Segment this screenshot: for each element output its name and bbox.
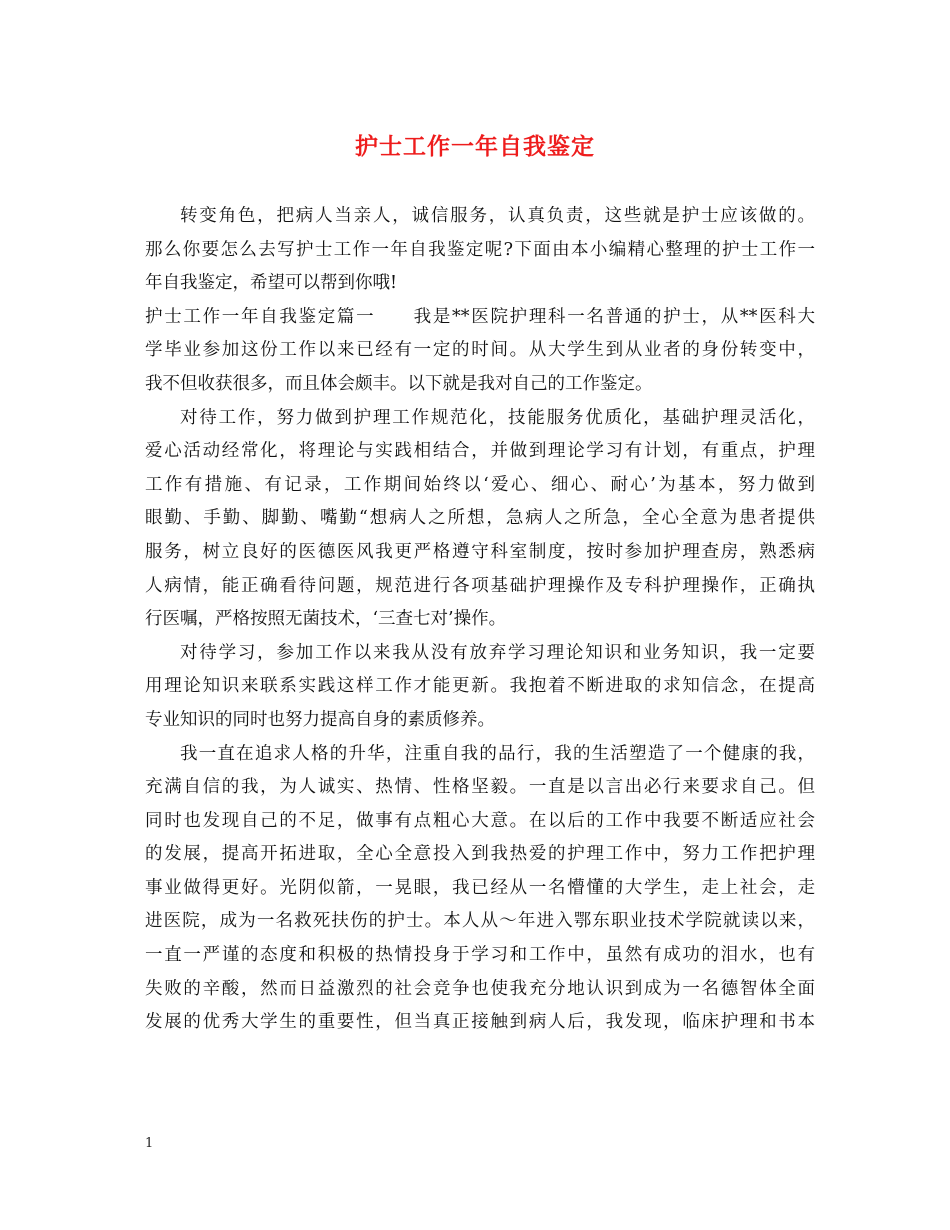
- body-line: 用理论知识来联系实践这样工作才能更新。我抱着不断进取的求知信念，在提高: [145, 676, 815, 697]
- body-line: 对待学习，参加工作以来我从没有放弃学习理论知识和业务知识，我一定要: [180, 642, 815, 663]
- body-line: 护士工作一年自我鉴定篇一 我是**医院护理科一名普通的护士，从**医科大: [145, 306, 815, 327]
- body-line: 一直一严谨的态度和积极的热情投身于学习和工作中，虽然有成功的泪水，也有: [145, 945, 815, 966]
- body-line: 失败的辛酸，然而日益激烈的社会竞争也使我充分地认识到成为一名德智体全面: [145, 978, 815, 999]
- body-line: 我不但收获很多，而且体会颇丰。以下就是我对自己的工作鉴定。: [145, 373, 653, 394]
- body-line: 同时也发现自己的不足，做事有点粗心大意。在以后的工作中我要不断适应社会: [145, 810, 815, 831]
- body-line: 的发展，提高开拓进取，全心全意投入到我热爱的护理工作中，努力工作把护理: [145, 844, 815, 865]
- body-line: 转变角色，把病人当亲人，诚信服务，认真负责，这些就是护士应该做的。: [180, 206, 815, 226]
- page-number: 1: [145, 1136, 154, 1151]
- body-line: 专业知识的同时也努力提高自身的素质修养。: [145, 709, 495, 730]
- body-line: 学毕业参加这份工作以来已经有一定的时间。从大学生到从业者的身份转变中，: [145, 340, 815, 361]
- body-line: 充满自信的我，为人诚实、热情、性格坚毅。一直是以言出必行来要求自己。但: [145, 777, 815, 798]
- body-line: 发展的优秀大学生的重要性，但当真正接触到病人后，我发现，临床护理和书本: [145, 1012, 815, 1033]
- body-line: 服务，树立良好的医德医风我更严格遵守科室制度，按时参加护理查房，熟悉病: [145, 541, 815, 562]
- body-line: 行医嘱，严格按照无菌技术，‘三查七对’操作。: [145, 609, 507, 630]
- body-line: 人病情，能正确看待问题，规范进行各项基础护理操作及专科护理操作，正确执: [145, 575, 815, 596]
- body-line: 对待工作，努力做到护理工作规范化，技能服务优质化，基础护理灵活化，: [180, 407, 815, 428]
- body-line: 工作有措施、有记录，工作期间始终以‘爱心、细心、耐心’为基本，努力做到: [145, 474, 815, 495]
- body-line: 眼勤、手勤、脚勤、嘴勤“想病人之所想，急病人之所急，全心全意为患者提供: [145, 508, 815, 529]
- body-line: 我一直在追求人格的升华，注重自我的品行，我的生活塑造了一个健康的我，: [180, 743, 815, 764]
- body-line: 那么你要怎么去写护士工作一年自我鉴定呢?下面由本小编精心整理的护士工作一: [145, 239, 815, 260]
- body-line: 年自我鉴定，希望可以帮到你哦!: [145, 273, 398, 294]
- document-body: [145, 200, 815, 1040]
- document-title: 护士工作一年自我鉴定: [355, 133, 595, 160]
- body-line: 爱心活动经常化，将理论与实践相结合，并做到理论学习有计划，有重点，护理: [145, 441, 815, 462]
- body-line: 进医院，成为一名救死扶伤的护士。本人从～年进入鄂东职业技术学院就读以来，: [145, 911, 815, 932]
- body-line: 事业做得更好。光阴似箭，一晃眼，我已经从一名懵懂的大学生，走上社会，走: [145, 877, 815, 898]
